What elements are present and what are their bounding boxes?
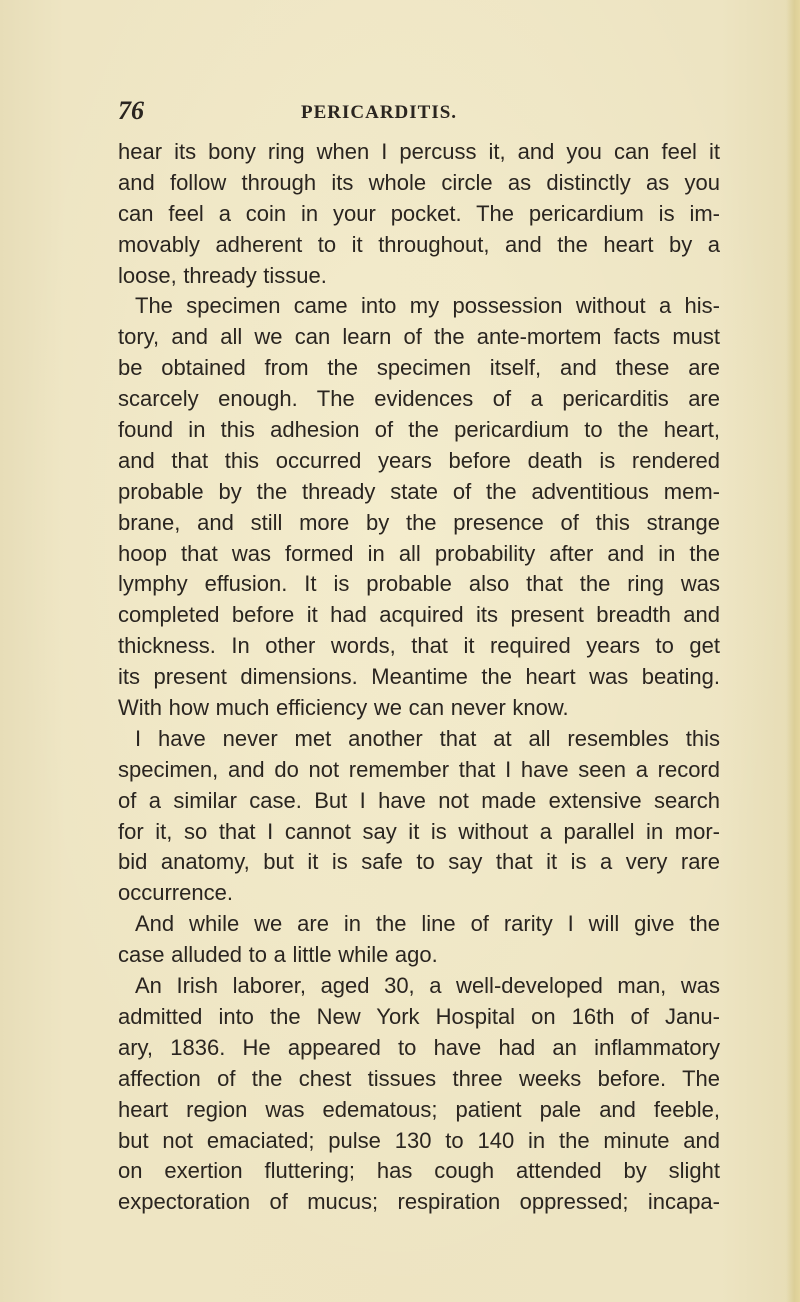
text-line: I have never met another that at all resembles this [135,725,720,751]
text-line: hear its bony ring when I percuss it, and you can feel it [118,139,720,164]
text-line: completed before it had acquired its present breadth and [118,602,720,628]
text-line: and follow through its whole circle as distinctly as you [118,169,720,195]
text-line: but not emaciated; pulse 130 to 140 in the minute and [118,1127,720,1153]
text-line: admitted into the New York Hospital on 16th of Janu- [118,1003,720,1029]
text-line: expectoration of mucus; respiration oppressed; incapa- [118,1189,720,1215]
text-line: case alluded to a little while ago. [118,942,438,968]
text-line: affection of the chest tissues three weeks before. The [118,1065,720,1091]
text-line: With how much efficiency we can never know. [118,695,569,721]
running-head: PERICARDITIS. [301,102,458,123]
text-line: found in this adhesion of the pericardium to the heart, [118,417,720,443]
text-line: An Irish laborer, aged 30, a well-developed man, was [135,973,720,999]
text-line: bid anatomy, but it is safe to say that it is a very rare [118,849,720,875]
text-line: and that this occurred years before death is rendered [118,447,720,473]
text-line: specimen, and do not remember that I have seen a record [118,756,720,782]
text-line: be obtained from the specimen itself, and these are [118,355,720,381]
text-line: on exertion fluttering; has cough attended by slight [118,1158,720,1184]
text-line: The specimen came into my possession without a his- [135,293,720,319]
text-line: tory, and all we can learn of the ante-mortem facts must [118,324,720,350]
text-line: hoop that was formed in all probability after and in the [118,540,720,566]
text-line: loose, thready tissue. [118,262,327,288]
text-line: movably adherent to it throughout, and the heart by a [118,231,720,257]
text-line: And while we are in the line of rarity I will give the [135,911,720,937]
page-header [118,98,708,128]
text-line: of a similar case. But I have not made extensive search [118,787,720,813]
text-line: ary, 1836. He appeared to have had an inflammatory [118,1034,720,1060]
text-line: brane, and still more by the presence of this strange [118,509,720,535]
page-number: 76 [118,96,144,125]
text-line: can feel a coin in your pocket. The pericardium is im- [118,200,720,226]
text-line: for it, so that I cannot say it is without a parallel in mor- [118,818,720,844]
text-line: probable by the thready state of the adventitious mem- [118,478,720,504]
text-line: scarcely enough. The evidences of a pericarditis are [118,386,720,412]
text-line: occurrence. [118,880,233,906]
page-edge [786,0,800,1302]
text-line: its present dimensions. Meantime the heart was beating. [118,664,720,690]
text-line: lymphy effusion. It is probable also that the ring was [118,571,720,597]
text-line: thickness. In other words, that it required years to get [118,633,720,659]
body-text [118,137,720,1218]
text-line: heart region was edematous; patient pale and feeble, [118,1096,720,1122]
